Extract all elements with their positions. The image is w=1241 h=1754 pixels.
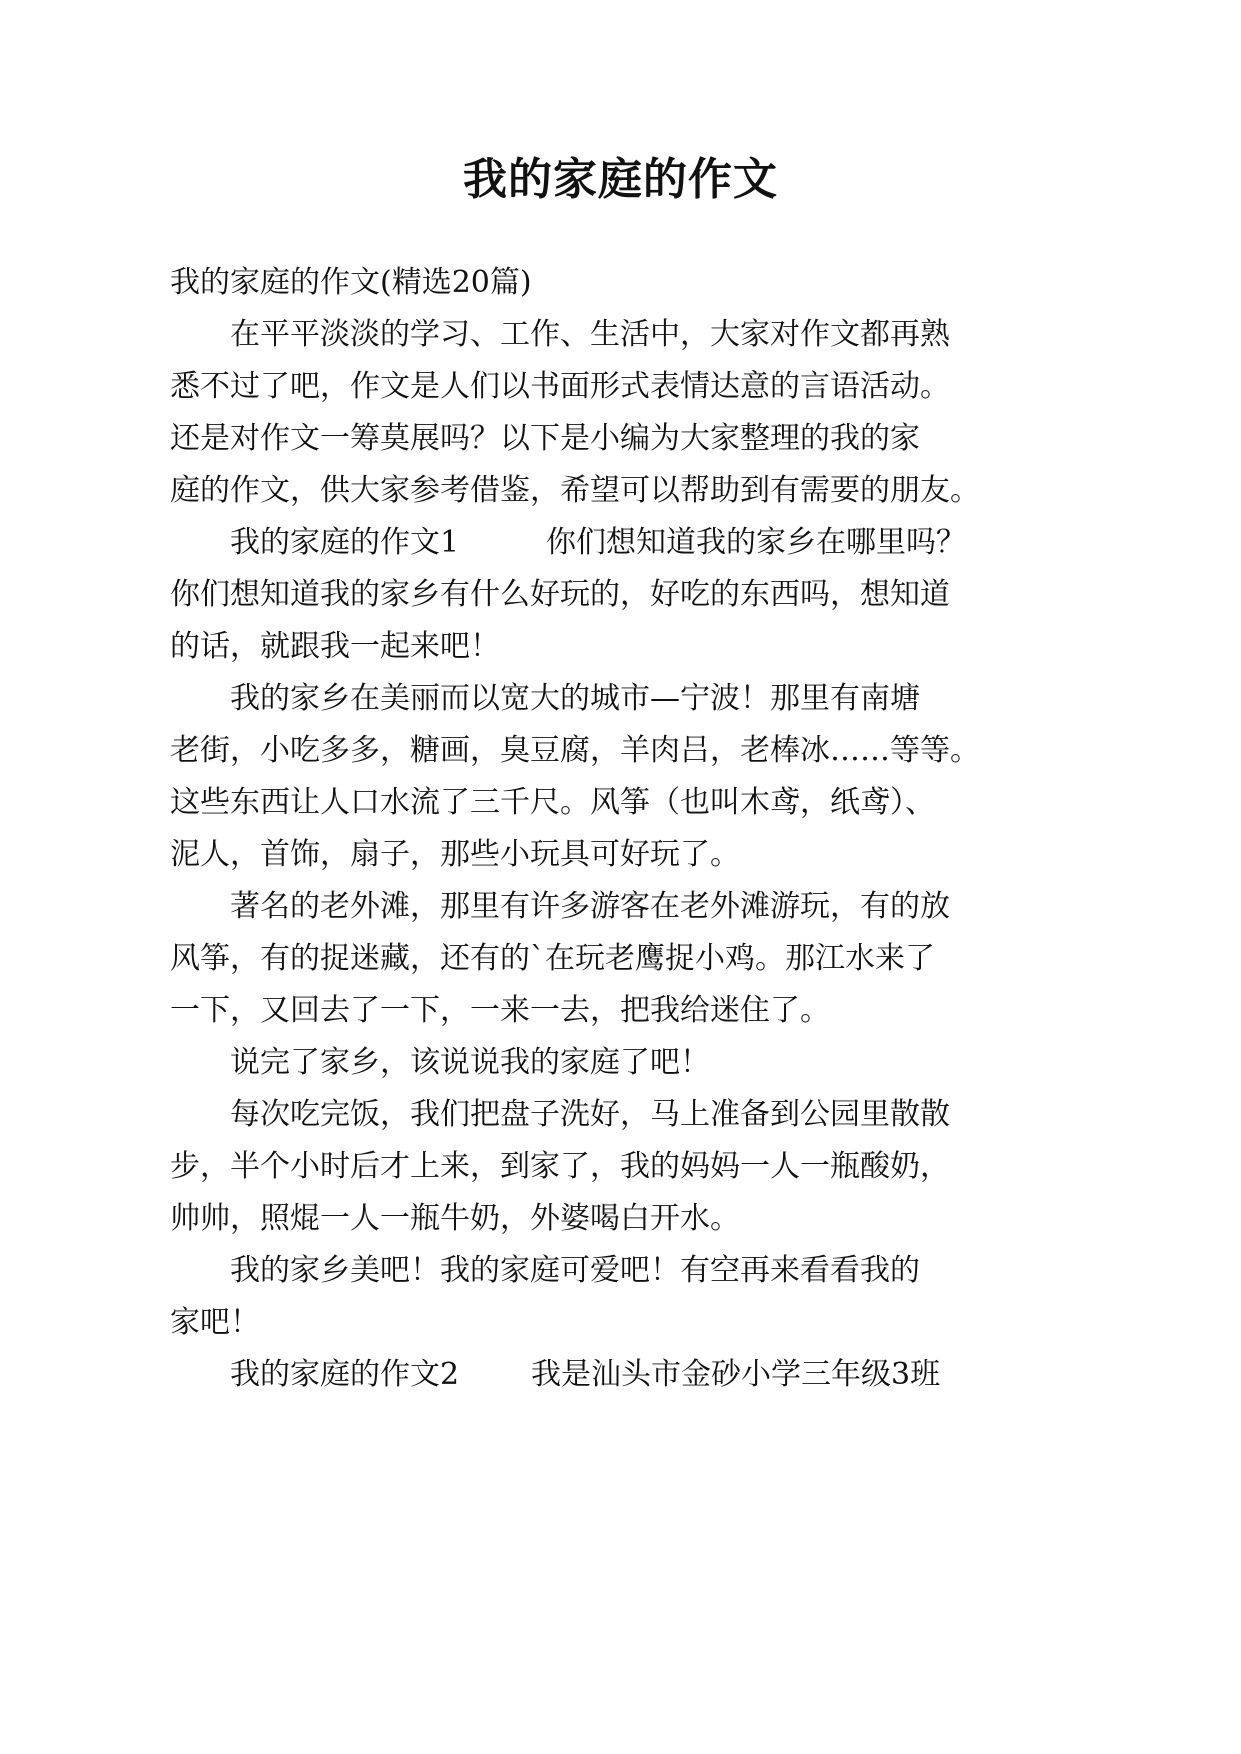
paragraph-text: 还是对作文一筹莫展吗？以下是小编为大家整理的我的家	[170, 421, 920, 456]
text-line	[0, 1143, 1241, 1191]
text-line	[0, 623, 1241, 671]
text-line	[0, 363, 1241, 411]
paragraph-text: 说完了家乡，该说说我的家庭了吧！	[230, 1045, 710, 1080]
paragraph-text: 你们想知道我的家乡在哪里吗？	[546, 525, 966, 560]
paragraph-text: 我的家乡美吧！我的家庭可爱吧！有空再来看看我的	[230, 1253, 920, 1288]
text-line	[0, 1247, 1241, 1295]
text-line	[0, 1091, 1241, 1139]
document-title: 我的家庭的作文	[463, 154, 778, 205]
paragraph-text: 泥人，首饰，扇子，那些小玩具可好玩了。	[170, 837, 740, 872]
paragraph-text: 一下，又回去了一下，一来一去，把我给迷住了。	[170, 993, 830, 1028]
text-line	[0, 987, 1241, 1035]
section-heading: 我的家庭的作文1	[230, 525, 460, 560]
paragraph-text: 著名的老外滩，那里有许多游客在老外滩游玩，有的放	[230, 889, 950, 924]
text-line	[0, 779, 1241, 827]
subtitle-line	[0, 259, 1241, 307]
text-line	[0, 831, 1241, 879]
section-heading: 我的家庭的作文2	[230, 1357, 460, 1392]
document-subtitle: 我的家庭的作文(精选20篇)	[170, 265, 532, 300]
text-line	[0, 675, 1241, 723]
paragraph-text: 每次吃完饭，我们把盘子洗好，马上准备到公园里散散	[230, 1097, 950, 1132]
paragraph-text: 你们想知道我的家乡有什么好玩的，好吃的东西吗，想知道	[170, 577, 950, 612]
text-line	[0, 415, 1241, 463]
text-line	[0, 935, 1241, 983]
paragraph-text: 的话，就跟我一起来吧！	[170, 629, 500, 664]
paragraph-text: 老街，小吃多多，糖画，臭豆腐，羊肉吕，老棒冰……等等。	[170, 733, 980, 768]
paragraph-text: 庭的作文，供大家参考借鉴，希望可以帮助到有需要的朋友。	[170, 473, 980, 508]
text-line	[0, 727, 1241, 775]
section-heading-line	[0, 1351, 1241, 1399]
section-heading-line	[0, 519, 1241, 567]
paragraph-text: 家吧！	[170, 1305, 260, 1340]
paragraph-text: 步，半个小时后才上来，到家了，我的妈妈一人一瓶酸奶，	[170, 1149, 950, 1184]
text-line	[0, 571, 1241, 619]
paragraph-text: 风筝，有的捉迷藏，还有的`在玩老鹰捉小鸡。那江水来了	[170, 941, 935, 976]
paragraph-text: 我是汕头市金砂小学三年级3班	[531, 1357, 941, 1392]
text-line	[0, 1195, 1241, 1243]
paragraph-text: 悉不过了吧，作文是人们以书面形式表情达意的言语活动。	[170, 369, 950, 404]
text-line	[0, 1299, 1241, 1347]
text-line	[0, 883, 1241, 931]
text-line	[0, 467, 1241, 515]
paragraph-text: 帅帅，照焜一人一瓶牛奶，外婆喝白开水。	[170, 1201, 740, 1236]
text-line	[0, 311, 1241, 359]
paragraph-text: 这些东西让人口水流了三千尺。风筝（也叫木鸢，纸鸢）、	[170, 785, 935, 820]
text-line	[0, 1039, 1241, 1087]
paragraph-text: 在平平淡淡的学习、工作、生活中，大家对作文都再熟	[230, 317, 950, 352]
paragraph-text: 我的家乡在美丽而以宽大的城市—宁波！那里有南塘	[230, 681, 920, 716]
